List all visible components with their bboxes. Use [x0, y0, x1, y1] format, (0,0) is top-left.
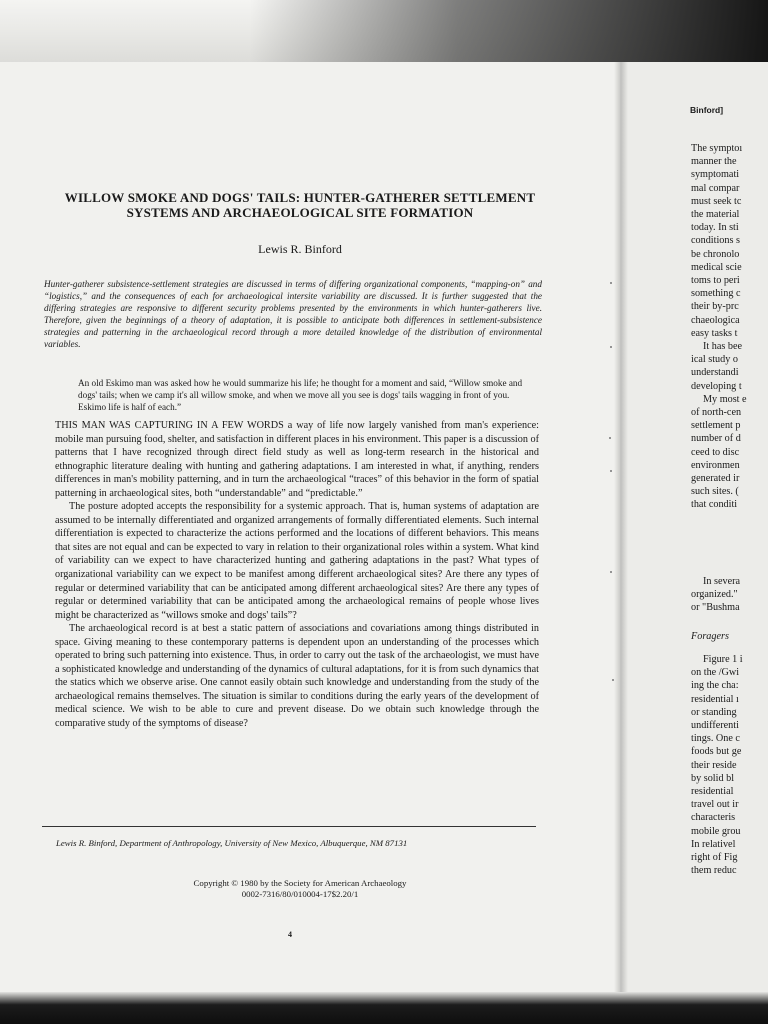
copyright-line-2: 0002-7316/80/010004-17$2.20/1 — [241, 889, 359, 899]
right-column-line: conditions s — [691, 235, 740, 247]
right-column-line: travel out ir — [691, 799, 739, 811]
body-paragraph-2: The posture adopted accepts the responsibility for a systemic approach. That is, human systems of adaptation are assumed to be internally differentiated and organized arrangements of formally differentiated elements. Such internal differentiation is expected to characterize the actions performed and the locations of different behaviors. This means that sites are not equal and can be expected to vary in relation to their organizational roles within a system. What kind of variability can we expect to have characterized hunting and gathering adaptations in the past? What types of organizational variability can we expect to be manifest among different archaeological sites? Are there any types of regular or determined variability that can be anticipated among different archaeological sites? Are there any types of regular or determined variability that can be anticipated among the archaeological remains of people whose lives might be characterized as “willows smoke and dogs' tails”? — [55, 501, 539, 621]
scan-speck — [610, 571, 612, 573]
title-line-2: SYSTEMS AND ARCHAEOLOGICAL SITE FORMATION — [126, 205, 474, 220]
right-column-line: developing t — [691, 380, 742, 392]
right-column-line: or standing — [691, 706, 737, 718]
right-column-line: easy tasks t — [691, 327, 738, 339]
right-column-line: the material — [691, 209, 740, 221]
scan-speck — [610, 346, 612, 348]
article-title — [40, 190, 560, 220]
right-column-line: understandi — [691, 367, 739, 379]
scan-speck — [609, 437, 611, 439]
right-column-line: their by-prc — [691, 301, 739, 313]
right-column-line: generated ir — [691, 473, 740, 485]
right-column-line: by solid bl — [691, 772, 735, 784]
right-column-line: residential — [691, 786, 734, 798]
right-column-line: foods but ge — [691, 746, 742, 758]
right-column-line: must seek tc — [691, 195, 742, 207]
page-gutter — [614, 62, 628, 997]
scan-speck — [610, 470, 612, 472]
running-head: Binford] — [690, 105, 724, 115]
right-column-line: right of Fig — [691, 852, 738, 864]
right-column-line: toms to peri — [691, 275, 740, 287]
right-column-line: something c — [691, 288, 741, 300]
right-column-line: mal compar — [691, 182, 740, 194]
right-column-line: In relativel — [691, 838, 736, 850]
right-column-line: undifferenti — [691, 720, 739, 732]
right-column-line: environmen — [691, 459, 740, 471]
title-line-1: WILLOW SMOKE AND DOGS' TAILS: HUNTER-GATHERER SETTLEMENT — [64, 190, 536, 205]
abstract: Hunter-gatherer subsistence-settlement strategies are discussed in terms of differing organizational components, “mapping-on” and “logistics,” and the consequences of each for archaeological intersite variability are discussed. It is further suggested that the differing strategies are responsive to different security problems presented by the environments in which hunter-gatherers live. Therefore, given the beginnings of a theory of adaptation, it is possible to anticipate both differences in settlement-subsistence strategies and patterning in the archaeological record through a more detailed knowledge of the distribution of environmental variables. — [44, 279, 542, 349]
right-column-line: The symptoı — [691, 143, 743, 154]
body-text — [55, 419, 539, 731]
right-column-line: today. In sti — [691, 222, 739, 234]
right-column-line: them reduc — [691, 865, 737, 877]
right-column-line: such sites. ( — [691, 486, 739, 498]
right-column-line: characteris — [691, 812, 736, 824]
footnote-rule — [42, 826, 536, 827]
right-column-line: Figure 1 i — [703, 654, 743, 665]
right-column-line: manner the — [691, 156, 737, 168]
epigraph: An old Eskimo man was asked how he would summarize his life; he thought for a moment and said, “Willow smoke and dogs' tails; when we camp it's all willow smoke, and when we move all you see is dogs' tails wagging in front of you. Eskimo life is half of each.” — [78, 378, 523, 412]
scan-bottom-margin — [0, 992, 768, 1024]
author-name: Lewis R. Binford — [258, 242, 342, 256]
right-column-line: organized." — [691, 589, 738, 601]
right-column-line: number of d — [691, 433, 741, 445]
body-paragraph-1: THIS MAN WAS CAPTURING IN A FEW WORDS a way of life now largely vanished from man's experience: mobile man pursuing food, shelter, and satisfaction in different places in his environment. This paper is a discussion of patterns that I have recognized through direct field study as well as long-term research in the historical and ethnographic literature dealing with hunting and gathering adaptations. I am interested in what, if anything, renders differences in man's mobility patterning, and in turn the archaeological “traces” of this behavior in the form of spatial patterning in archaeological sites, both “understandable” and “predictable.” — [55, 420, 539, 499]
right-column-line: ical study o — [691, 354, 738, 366]
right-column-line: mobile grou — [691, 825, 741, 837]
scan-speck — [612, 679, 614, 681]
right-column-line: ceed to disc — [691, 446, 740, 458]
right-column-line: settlement p — [691, 420, 741, 432]
scan-speck — [610, 282, 612, 284]
section-heading-foragers: Foragers — [691, 631, 729, 642]
right-column-line: residential ı — [691, 693, 739, 705]
page-number: 4 — [288, 930, 292, 939]
right-column-line: or "Bushma — [691, 602, 740, 614]
right-column-line: It has bee — [703, 341, 743, 353]
scan-shadow — [250, 0, 768, 64]
right-column-line: be chronolo — [691, 248, 740, 260]
right-column-line: In severa — [703, 576, 741, 587]
copyright-notice — [40, 878, 560, 900]
right-column-line: symptomati — [691, 169, 740, 181]
right-column-block-3 — [691, 653, 768, 877]
right-column-line: ing the cha: — [691, 680, 739, 692]
author-affiliation: Lewis R. Binford, Department of Anthropology, University of New Mexico, Albuquerque, NM 87131 — [56, 838, 408, 848]
right-column-line: My most e — [703, 393, 747, 405]
right-column-block-1 — [691, 142, 768, 512]
right-column-block-2 — [691, 575, 768, 615]
body-paragraph-3: The archaeological record is at best a static pattern of associations and covariations among things distributed in space. Giving meaning to these contemporary patterns is dependent upon an understanding of the processes which operated to bring such patterning into existence. Thus, in order to carry out the task of the archaeologist, we must have a sophisticated knowledge and understanding of the dynamics of cultural adaptations, for it is from such dynamics that the statics which we observe arise. One cannot easily obtain such knowledge and understanding from the study of the archaeological remains themselves. The situation is similar to conditions during the early years of the development of medical science. We wish to be able to cure and prevent disease. Do we obtain such knowledge through the comparative study of the symptoms of disease? — [55, 623, 539, 730]
right-column-line: their reside — [691, 759, 737, 771]
right-column-line: tings. One c — [691, 733, 740, 745]
right-column-line: of north-cen — [691, 407, 742, 419]
right-column-line: chaeologica — [691, 314, 740, 326]
right-column-line: that conditi — [691, 499, 738, 511]
right-column-line: medical scie — [691, 261, 742, 273]
copyright-line-1: Copyright © 1980 by the Society for American Archaeology — [193, 878, 407, 888]
right-column-line: on the /Gwi — [691, 667, 740, 679]
